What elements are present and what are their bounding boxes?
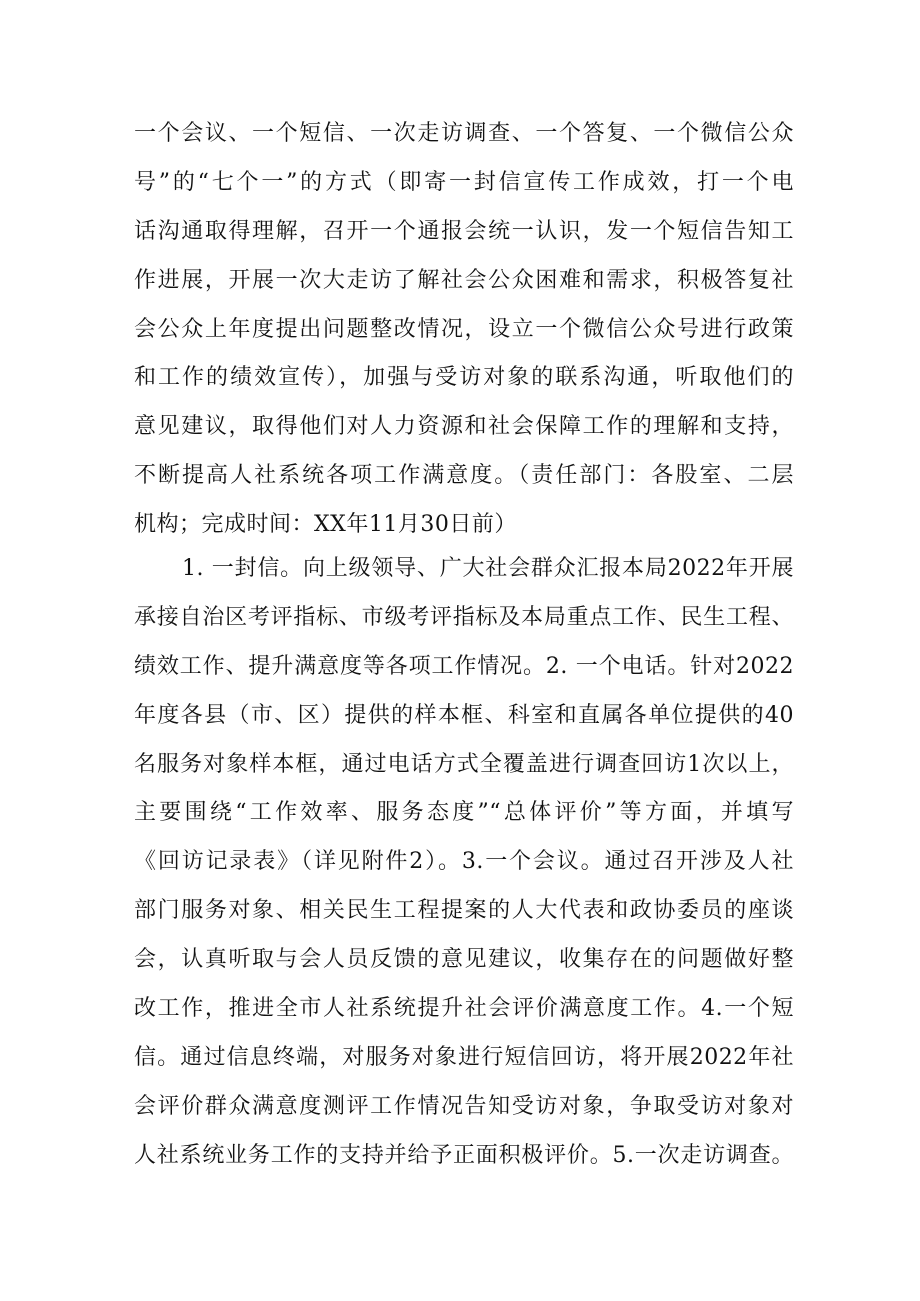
text-line: 1. 一封信。向上级领导、广大社会群众汇报本局2022年开展 <box>182 556 794 581</box>
text-line: 承接自治区考评指标、市级考评指标及本局重点工作、民生工程、 <box>134 604 794 630</box>
text-line: 号”的“七个一”的方式（即寄一封信宣传工作成效，打一个电 <box>134 169 794 195</box>
text-line: 和工作的绩效宣传），加强与受访对象的联系沟通，听取他们的 <box>134 365 794 391</box>
paragraph-seven-ones <box>134 110 794 550</box>
text-line: 信。通过信息终端，对服务对象进行短信回访，将开展2022年社 <box>134 1044 794 1070</box>
text-line: 名服务对象样本框，通过电话方式全覆盖进行调查回访1次以上， <box>134 751 794 777</box>
text-line: 主要围绕“工作效率、服务态度”“总体评价”等方面，并填写 <box>134 800 794 826</box>
paragraph-details <box>134 545 794 1181</box>
text-line: 改工作，推进全市人社系统提升社会评价满意度工作。4.一个短 <box>134 996 794 1022</box>
text-line: 会，认真听取与会人员反馈的意见建议，收集存在的问题做好整 <box>134 947 794 973</box>
text-line: 年度各县（市、区）提供的样本框、科室和直属各单位提供的40 <box>134 702 794 728</box>
text-line: 部门服务对象、相关民生工程提案的人大代表和政协委员的座谈 <box>134 898 794 924</box>
text-line: 绩效工作、提升满意度等各项工作情况。2. 一个电话。针对2022 <box>134 653 794 679</box>
text-line: 会评价群众满意度测评工作情况告知受访对象，争取受访对象对 <box>134 1093 794 1119</box>
text-line: 一个会议、一个短信、一次走访调查、一个答复、一个微信公众 <box>134 121 794 146</box>
text-line: 机构；完成时间：XX年11月30日前） <box>134 512 517 538</box>
text-line: 作进展，开展一次大走访了解社会公众困难和需求，积极答复社 <box>134 267 794 293</box>
text-line: 会公众上年度提出问题整改情况，设立一个微信公众号进行政策 <box>134 316 794 342</box>
text-line: 话沟通取得理解，召开一个通报会统一认识，发一个短信告知工 <box>134 218 794 244</box>
text-line: 《回访记录表》（详见附件2）。3.一个会议。通过召开涉及人社 <box>134 849 794 875</box>
text-line: 不断提高人社系统各项工作满意度。（责任部门：各股室、二层 <box>134 463 794 489</box>
text-line: 意见建议，取得他们对人力资源和社会保障工作的理解和支持， <box>134 414 794 440</box>
text-line: 人社系统业务工作的支持并给予正面积极评价。5.一次走访调查。 <box>134 1142 794 1168</box>
